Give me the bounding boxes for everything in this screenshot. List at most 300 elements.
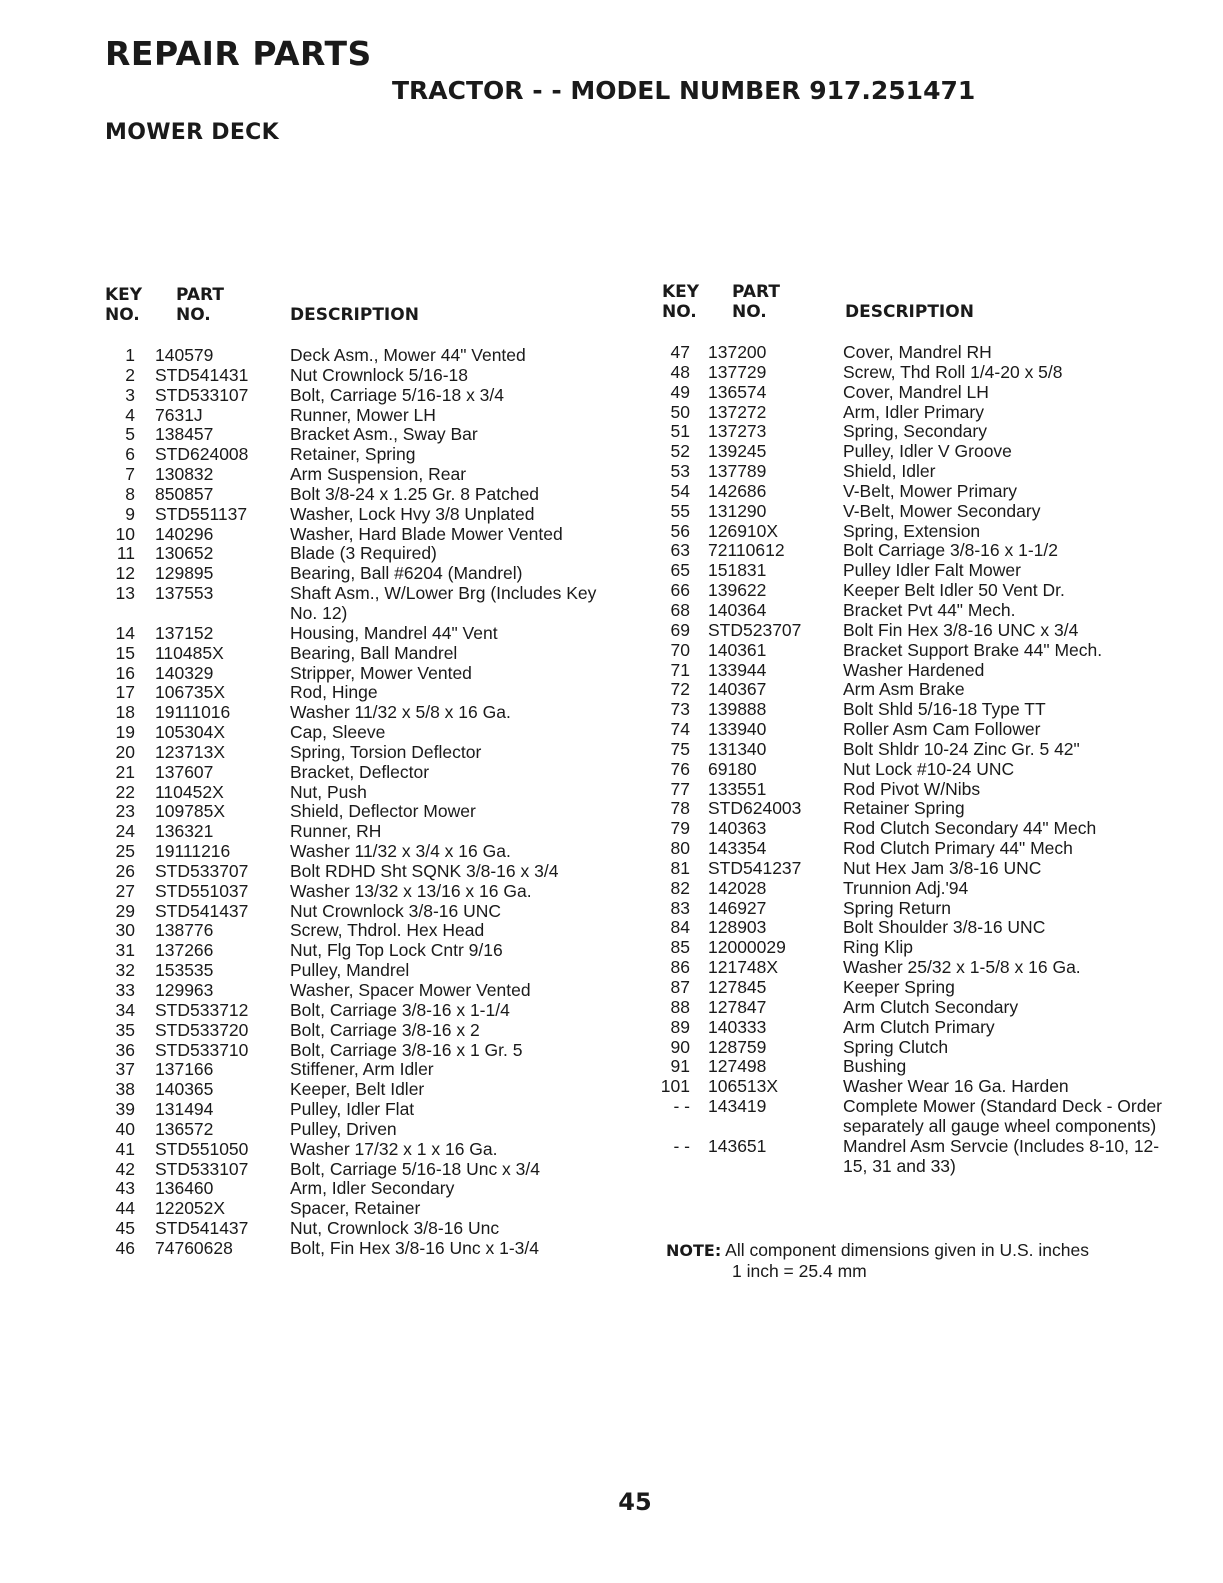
part-row <box>660 859 1180 879</box>
part-description: Washer 13/32 x 13/16 x 16 Ga. <box>290 880 532 901</box>
part-row <box>100 1100 620 1120</box>
key-number: 8 <box>125 483 135 504</box>
part-number: 142028 <box>708 877 767 898</box>
part-header-line2: NO. <box>176 305 211 325</box>
part-row <box>100 406 620 426</box>
part-description: Spring, Extension <box>843 520 981 541</box>
part-number: 19111016 <box>155 702 231 723</box>
key-number: 39 <box>115 1099 135 1120</box>
key-number: 73 <box>670 699 690 720</box>
part-row <box>660 1077 1180 1097</box>
key-number: 56 <box>670 520 690 541</box>
part-description: Screw, Thdrol. Hex Head <box>290 920 485 941</box>
part-row <box>660 383 1180 403</box>
part-description: Keeper, Belt Idler <box>290 1079 425 1100</box>
part-description: Spring, Torsion Deflector <box>290 741 482 762</box>
part-description: Bolt Carriage 3/8-16 x 1-1/2 <box>843 540 1058 561</box>
key-number: 17 <box>115 682 135 703</box>
dimensions-note <box>666 1240 1089 1281</box>
part-description: Keeper Spring <box>843 977 955 997</box>
key-number: - - <box>673 1135 690 1156</box>
key-number: 1 <box>125 345 135 365</box>
part-number: 69180 <box>708 758 757 779</box>
part-description: Bearing, Ball Mandrel <box>290 642 458 663</box>
part-number: 137789 <box>708 461 767 482</box>
part-number: 137729 <box>708 361 767 382</box>
part-description: Nut, Flg Top Lock Cntr 9/16 <box>290 940 503 961</box>
part-number: 122052X <box>155 1198 226 1219</box>
note-label: NOTE: <box>666 1241 722 1260</box>
part-row <box>660 1057 1180 1077</box>
key-number: 29 <box>115 900 135 921</box>
part-description: Rod, Hinge <box>290 682 378 703</box>
part-description: Bolt 3/8-24 x 1.25 Gr. 8 Patched <box>290 483 540 504</box>
part-number: 74760628 <box>155 1237 233 1258</box>
part-row <box>100 703 620 723</box>
key-number: 36 <box>115 1039 135 1060</box>
part-row <box>100 961 620 981</box>
key-number: 12 <box>115 563 135 584</box>
key-number: 91 <box>670 1056 690 1077</box>
part-row <box>100 1219 620 1239</box>
part-number: 129963 <box>155 980 214 1000</box>
part-row <box>660 561 1180 581</box>
part-number: 137152 <box>155 622 214 643</box>
part-number: 106513X <box>708 1076 779 1097</box>
part-row <box>100 902 620 922</box>
key-number: 72 <box>670 679 690 700</box>
part-row <box>100 525 620 545</box>
part-description: Bracket Support Brake 44" Mech. <box>843 639 1103 660</box>
part-row <box>100 862 620 882</box>
part-row <box>660 403 1180 423</box>
key-number: 5 <box>125 424 135 445</box>
part-number: 137266 <box>155 940 214 961</box>
part-number: 136460 <box>155 1178 214 1199</box>
part-row <box>100 842 620 862</box>
key-number: 19 <box>115 722 135 743</box>
part-number: 136574 <box>708 381 767 402</box>
part-description: Stripper, Mower Vented <box>290 662 472 683</box>
part-description: Retainer Spring <box>843 798 965 819</box>
part-description: Arm Clutch Primary <box>843 1016 995 1037</box>
part-description: Arm, Idler Secondary <box>290 1178 455 1199</box>
part-row <box>100 664 620 684</box>
part-description: Bearing, Ball #6204 (Mandrel) <box>290 563 523 584</box>
part-description: Bushing <box>843 1056 907 1077</box>
part-row <box>660 502 1180 522</box>
key-number: 88 <box>670 996 690 1017</box>
part-description: V-Belt, Mower Primary <box>843 480 1018 501</box>
part-description: Bracket, Deflector <box>290 761 430 782</box>
part-row <box>100 445 620 465</box>
part-number: 140367 <box>708 679 767 700</box>
key-number: 90 <box>670 1036 690 1057</box>
part-number: 140363 <box>708 818 767 839</box>
part-number: 137200 <box>708 342 767 362</box>
key-number: 46 <box>115 1237 135 1258</box>
part-description: Bolt, Carriage 3/8-16 x 1-1/4 <box>290 999 510 1020</box>
part-description: Washer, Hard Blade Mower Vented <box>290 523 563 544</box>
part-description: Rod Pivot W/Nibs <box>843 778 981 799</box>
part-number: 139622 <box>708 580 767 601</box>
page-number: 45 <box>618 1488 652 1516</box>
key-number: 41 <box>115 1138 135 1159</box>
part-number: 131494 <box>155 1099 214 1120</box>
part-description: Roller Asm Cam Follower <box>843 719 1041 740</box>
part-description: Arm Suspension, Rear <box>290 464 467 485</box>
part-row <box>100 485 620 505</box>
key-number: 89 <box>670 1016 690 1037</box>
part-row <box>100 624 620 644</box>
page-title: REPAIR PARTS <box>105 34 372 73</box>
part-row <box>100 544 620 564</box>
part-number: 128759 <box>708 1036 767 1057</box>
part-number: 126910X <box>708 520 779 541</box>
key-number: 30 <box>115 920 135 941</box>
part-description: V-Belt, Mower Secondary <box>843 500 1041 521</box>
key-number: 48 <box>670 361 690 382</box>
part-number: 129895 <box>155 563 214 584</box>
part-row <box>660 343 1180 363</box>
part-number: 72110612 <box>708 540 785 561</box>
key-number: 74 <box>670 719 690 740</box>
part-row <box>100 1021 620 1041</box>
part-number: STD624008 <box>155 444 249 465</box>
part-row <box>660 799 1180 819</box>
part-description: Shaft Asm., W/Lower Brg (Includes Key No. 12) <box>290 583 597 623</box>
part-row <box>100 743 620 763</box>
part-row <box>100 783 620 803</box>
part-number: STD551137 <box>155 503 248 524</box>
part-number: 105304X <box>155 722 226 743</box>
key-number: 42 <box>115 1158 135 1179</box>
key-header-line1: KEY <box>662 282 700 302</box>
part-description: Arm Clutch Secondary <box>843 996 1019 1017</box>
part-description: Bolt Shldr 10-24 Zinc Gr. 5 42" <box>843 738 1080 759</box>
part-row <box>660 680 1180 700</box>
part-description: Shield, Deflector Mower <box>290 801 476 822</box>
key-number: 87 <box>670 977 690 997</box>
part-description: Bolt Shld 5/16-18 Type TT <box>843 699 1046 720</box>
part-row <box>100 1179 620 1199</box>
part-row <box>100 941 620 961</box>
part-description: Bolt, Carriage 5/16-18 Unc x 3/4 <box>290 1158 540 1179</box>
part-row <box>100 346 620 366</box>
part-description: Arm Asm Brake <box>843 679 965 700</box>
key-number: 31 <box>115 940 135 961</box>
part-row <box>100 644 620 664</box>
part-row <box>660 780 1180 800</box>
part-number: 151831 <box>708 560 767 581</box>
key-number: - - <box>673 1096 690 1117</box>
part-row <box>100 505 620 525</box>
part-row <box>100 584 620 624</box>
part-header-line1: PART <box>176 285 224 305</box>
part-number: 137553 <box>155 583 214 604</box>
key-number: 25 <box>115 841 135 862</box>
key-number: 52 <box>670 441 690 462</box>
key-number: 16 <box>115 662 135 683</box>
left-part-header <box>176 285 224 325</box>
right-description-header: DESCRIPTION <box>845 302 974 322</box>
part-description: Blade (3 Required) <box>290 543 437 564</box>
part-row <box>100 366 620 386</box>
part-description: Cap, Sleeve <box>290 722 386 743</box>
part-row <box>660 462 1180 482</box>
key-number: 10 <box>115 523 135 544</box>
part-number: 850857 <box>155 483 214 504</box>
part-row <box>660 978 1180 998</box>
key-number: 63 <box>670 540 690 561</box>
key-number: 9 <box>125 503 135 524</box>
part-number: STD533107 <box>155 1158 249 1179</box>
key-number: 24 <box>115 821 135 842</box>
part-description: Spring Clutch <box>843 1036 949 1057</box>
part-number: STD533720 <box>155 1019 249 1040</box>
key-number: 54 <box>670 480 690 501</box>
key-number: 83 <box>670 897 690 918</box>
key-number: 82 <box>670 877 690 898</box>
key-number: 69 <box>670 619 690 640</box>
key-number: 49 <box>670 381 690 402</box>
part-row <box>100 822 620 842</box>
part-row <box>660 720 1180 740</box>
part-row <box>100 1041 620 1061</box>
part-description: Rod Clutch Secondary 44" Mech <box>843 818 1097 839</box>
key-number: 23 <box>115 801 135 822</box>
part-number: 140296 <box>155 523 214 544</box>
part-row <box>100 1080 620 1100</box>
part-description: Bracket Pvt 44" Mech. <box>843 599 1016 620</box>
part-row <box>660 819 1180 839</box>
part-number: 153535 <box>155 960 214 981</box>
part-number: 127845 <box>708 977 767 997</box>
part-number: 133944 <box>708 659 767 680</box>
part-row <box>100 1140 620 1160</box>
part-row <box>100 802 620 822</box>
part-description: Washer 11/32 x 3/4 x 16 Ga. <box>290 841 511 862</box>
key-number: 2 <box>125 364 135 385</box>
part-number: 136321 <box>155 821 214 842</box>
part-row <box>660 422 1180 442</box>
part-row <box>100 981 620 1001</box>
part-row <box>660 601 1180 621</box>
right-part-header <box>732 282 780 322</box>
key-number: 45 <box>115 1218 135 1239</box>
part-row <box>100 465 620 485</box>
part-number: 7631J <box>155 404 203 425</box>
part-description: Nut Crownlock 5/16-18 <box>290 364 468 385</box>
part-row <box>660 760 1180 780</box>
part-row <box>660 522 1180 542</box>
part-description: Ring Klip <box>843 937 914 958</box>
part-row <box>100 1060 620 1080</box>
part-number: 137166 <box>155 1059 214 1080</box>
part-row <box>660 621 1180 641</box>
part-description: Spring Return <box>843 897 951 918</box>
part-number: 140333 <box>708 1016 767 1037</box>
part-row <box>660 442 1180 462</box>
part-description: Nut Crownlock 3/8-16 UNC <box>290 900 502 921</box>
part-row <box>100 564 620 584</box>
part-description: Cover, Mandrel LH <box>843 381 989 402</box>
part-number: STD541437 <box>155 900 249 921</box>
part-row <box>660 899 1180 919</box>
part-description: Pulley, Idler V Groove <box>843 441 1012 462</box>
key-number: 65 <box>670 560 690 581</box>
key-number: 7 <box>125 464 135 485</box>
key-number: 77 <box>670 778 690 799</box>
key-number: 47 <box>670 342 690 362</box>
part-number: 127847 <box>708 996 767 1017</box>
key-number: 22 <box>115 781 135 802</box>
part-number: 140364 <box>708 599 767 620</box>
part-row <box>100 425 620 445</box>
key-number: 43 <box>115 1178 135 1199</box>
part-description: Washer Hardened <box>843 659 985 680</box>
part-row <box>100 1001 620 1021</box>
part-number: 137273 <box>708 421 767 442</box>
right-key-header <box>662 282 699 322</box>
part-number: 140579 <box>155 345 214 365</box>
key-number: 79 <box>670 818 690 839</box>
key-number: 85 <box>670 937 690 958</box>
part-row <box>660 1097 1180 1137</box>
part-description: Stiffener, Arm Idler <box>290 1059 434 1080</box>
part-description: Bolt Fin Hex 3/8-16 UNC x 3/4 <box>843 619 1079 640</box>
key-number: 53 <box>670 461 690 482</box>
part-number: 146927 <box>708 897 767 918</box>
part-row <box>100 386 620 406</box>
part-number: 143419 <box>708 1096 767 1117</box>
key-number: 33 <box>115 980 135 1000</box>
part-description: Bolt, Carriage 5/16-18 x 3/4 <box>290 384 505 405</box>
part-description: Bolt, Fin Hex 3/8-16 Unc x 1-3/4 <box>290 1237 539 1258</box>
key-number: 78 <box>670 798 690 819</box>
part-number: 109785X <box>155 801 226 822</box>
left-parts-list <box>100 346 620 1259</box>
part-row <box>660 541 1180 561</box>
part-description: Bolt RDHD Sht SQNK 3/8-16 x 3/4 <box>290 860 559 881</box>
part-description: Pulley, Driven <box>290 1118 397 1139</box>
key-number: 26 <box>115 860 135 881</box>
part-number: 138776 <box>155 920 214 941</box>
part-description: Nut, Crownlock 3/8-16 Unc <box>290 1218 500 1239</box>
part-row <box>660 363 1180 383</box>
part-number: 19111216 <box>155 841 231 862</box>
part-description: Screw, Thd Roll 1/4-20 x 5/8 <box>843 361 1063 382</box>
part-number: 133551 <box>708 778 767 799</box>
key-number: 55 <box>670 500 690 521</box>
key-header-line2: NO. <box>105 305 140 325</box>
part-number: 131340 <box>708 738 767 759</box>
key-number: 66 <box>670 580 690 601</box>
part-description: Washer 17/32 x 1 x 16 Ga. <box>290 1138 498 1159</box>
part-description: Bracket Asm., Sway Bar <box>290 424 478 445</box>
part-description: Keeper Belt Idler 50 Vent Dr. <box>843 580 1065 601</box>
key-number: 15 <box>115 642 135 663</box>
part-description: Spacer, Retainer <box>290 1198 421 1219</box>
part-description: Shield, Idler <box>843 461 936 482</box>
part-number: STD551050 <box>155 1138 249 1159</box>
part-row <box>100 882 620 902</box>
part-number: 110452X <box>155 781 224 802</box>
section-title: MOWER DECK <box>105 120 279 145</box>
part-row <box>100 763 620 783</box>
part-description: Pulley Idler Falt Mower <box>843 560 1021 581</box>
part-description: Runner, RH <box>290 821 382 842</box>
part-description: Spring, Secondary <box>843 421 987 442</box>
part-row <box>660 839 1180 859</box>
part-number: 137607 <box>155 761 214 782</box>
part-description: Nut, Push <box>290 781 367 802</box>
key-number: 40 <box>115 1118 135 1139</box>
part-row <box>100 1120 620 1140</box>
part-description: Pulley, Mandrel <box>290 960 410 981</box>
part-row <box>660 740 1180 760</box>
part-description: Nut Lock #10-24 UNC <box>843 758 1015 779</box>
part-row <box>100 1199 620 1219</box>
part-number: 143651 <box>708 1135 767 1156</box>
part-description: Runner, Mower LH <box>290 404 436 425</box>
part-row <box>660 1137 1180 1177</box>
left-key-header <box>105 285 142 325</box>
key-number: 75 <box>670 738 690 759</box>
part-description: Washer, Spacer Mower Vented <box>290 980 531 1000</box>
part-number: STD523707 <box>708 619 802 640</box>
part-description: Arm, Idler Primary <box>843 401 984 422</box>
part-number: 136572 <box>155 1118 214 1139</box>
part-description: Washer 11/32 x 5/8 x 16 Ga. <box>290 702 511 723</box>
right-parts-list <box>660 343 1180 1176</box>
part-description: Cover, Mandrel RH <box>843 342 992 362</box>
part-number: 130652 <box>155 543 214 564</box>
part-number: 110485X <box>155 642 224 663</box>
key-number: 14 <box>115 622 135 643</box>
part-description: Complete Mower (Standard Deck - Order separately all gauge wheel components) <box>843 1096 1162 1136</box>
part-description: Trunnion Adj.'94 <box>843 877 969 898</box>
key-number: 68 <box>670 599 690 620</box>
key-number: 3 <box>125 384 135 405</box>
key-number: 37 <box>115 1059 135 1080</box>
part-description: Mandrel Asm Servcie (Includes 8-10, 12-15, 31 and 33) <box>843 1135 1160 1176</box>
key-number: 11 <box>116 543 135 564</box>
key-number: 35 <box>115 1019 135 1040</box>
part-description: Rod Clutch Primary 44" Mech <box>843 838 1073 859</box>
part-number: STD541237 <box>708 857 802 878</box>
part-description: Bolt, Carriage 3/8-16 x 2 <box>290 1019 480 1040</box>
key-number: 13 <box>115 583 135 604</box>
part-row <box>660 482 1180 502</box>
part-description: Bolt Shoulder 3/8-16 UNC <box>843 917 1046 938</box>
key-number: 18 <box>115 702 135 723</box>
part-number: STD533710 <box>155 1039 249 1060</box>
part-description: Retainer, Spring <box>290 444 416 465</box>
part-number: STD533707 <box>155 860 249 881</box>
key-number: 76 <box>670 758 690 779</box>
part-number: STD551037 <box>155 880 249 901</box>
part-number: 106735X <box>155 682 226 703</box>
part-row <box>660 998 1180 1018</box>
part-number: 130832 <box>155 464 214 485</box>
key-number: 38 <box>115 1079 135 1100</box>
part-number: STD541437 <box>155 1218 249 1239</box>
part-number: STD541431 <box>155 364 249 385</box>
part-description: Housing, Mandrel 44" Vent <box>290 622 498 643</box>
key-header-line1: KEY <box>105 285 143 305</box>
part-row <box>660 700 1180 720</box>
